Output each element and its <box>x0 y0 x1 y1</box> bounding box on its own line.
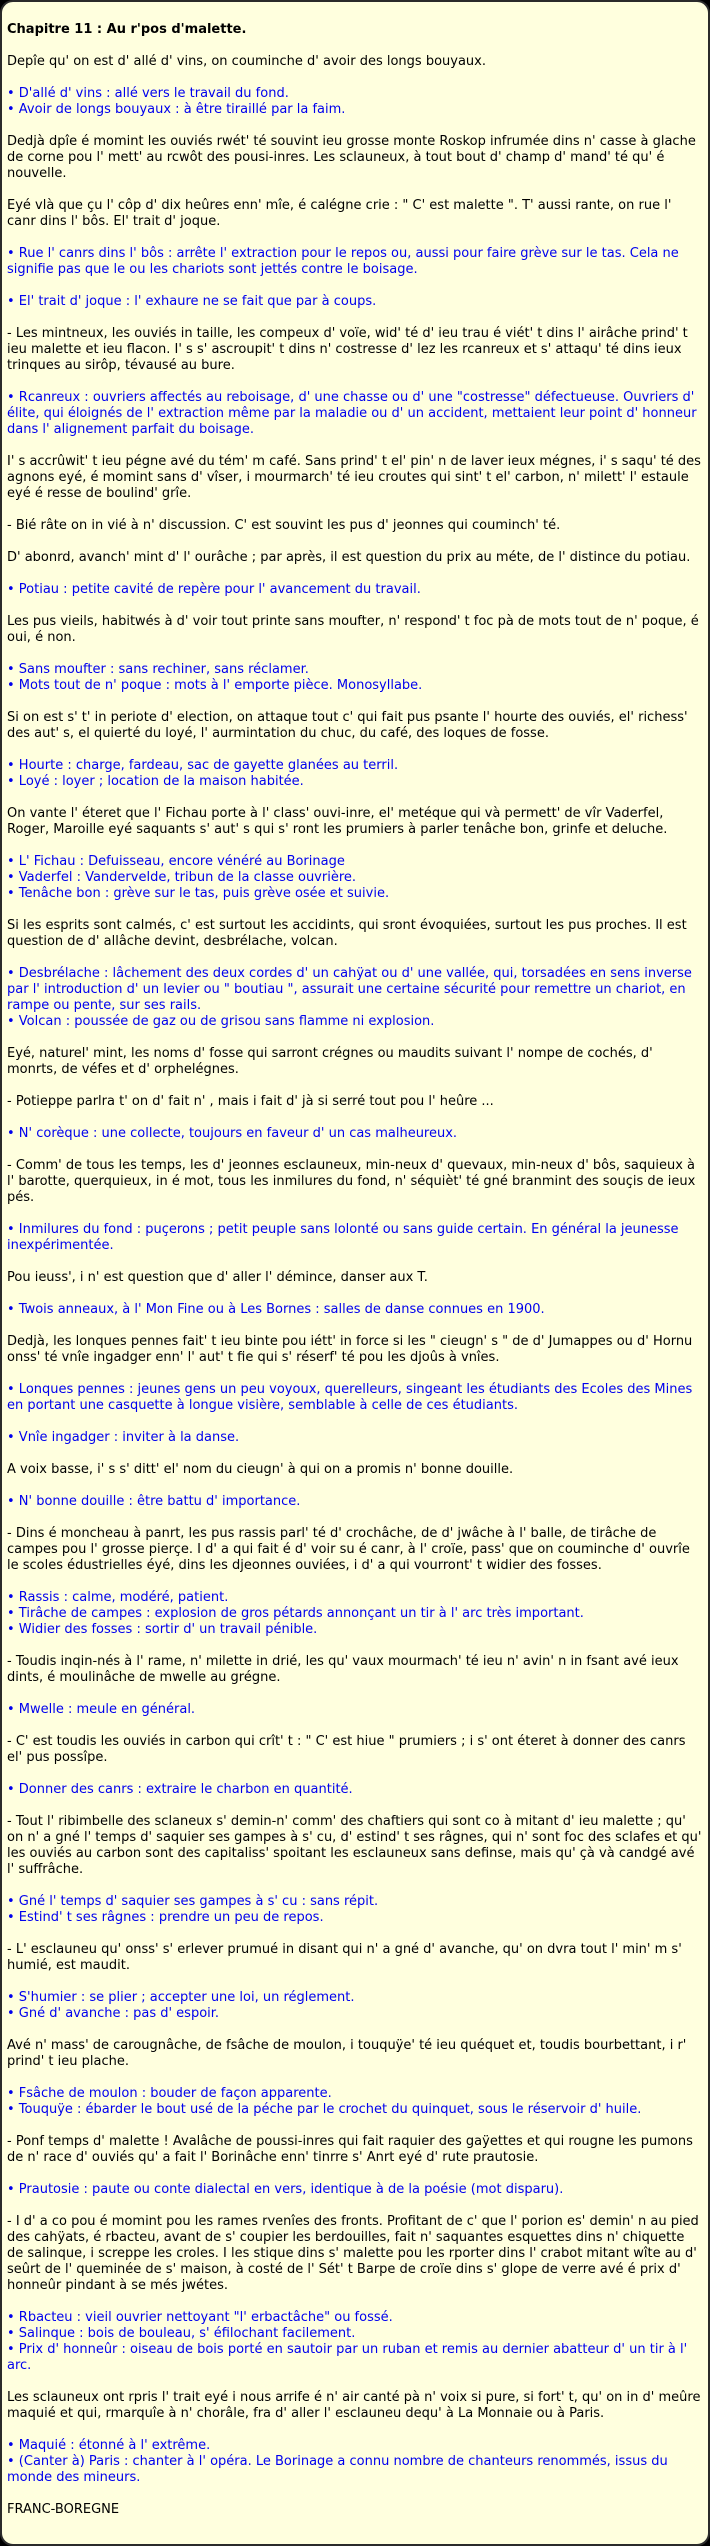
narrative-paragraph: Depîe qu' on est d' allé d' vins, on couminche d' avoir des longs bouyaux. <box>7 54 486 69</box>
glossary-item: • Gné l' temps d' saquier ses gampes à s' cu : sans répit. <box>7 1894 379 1909</box>
glossary-item: • Rbacteu : vieil ouvrier nettoyant "l' erbactâche" ou fossé. <box>7 2310 393 2325</box>
chapter-document <box>7 22 703 2518</box>
glossary-item: • N' corèque : une collecte, toujours en faveur d' un cas malheureux. <box>7 1126 458 1141</box>
glossary-group <box>7 390 703 438</box>
narrative-paragraph: Dedjà dpîe é momint les ouviés rwét' té souvint ieu grosse monte Roskop infrumée dins n' casse à glache de corne pou l' mett' au rcwôt des pousi-inres. Les sclauneux, à tout bout d' champ d' mand' té qu' é nouvelle. <box>7 134 696 181</box>
glossary-item: • Donner des canrs : extraire le charbon en quantité. <box>7 1782 353 1797</box>
narrative-paragraph: - Potieppe parlra t' on d' fait n' , mais i fait d' jà si serré tout pou l' heûre ... <box>7 1094 494 1109</box>
glossary-item: • D'allé d' vins : allé vers le travail du fond. <box>7 86 289 101</box>
narrative-paragraph: - Toudis inqin-nés à l' rame, n' milette in drié, les qu' vaux mourmach' té ieu n' avin' n in fsant avé ieux dints, é moulinâche de mwelle au grégne. <box>7 1654 679 1685</box>
glossary-item: • Vaderfel : Vandervelde, tribun de la classe ouvrière. <box>7 870 357 885</box>
glossary-item: • L' Fichau : Defuisseau, encore vénéré au Borinage <box>7 854 345 869</box>
glossary-group <box>7 854 703 902</box>
glossary-group <box>7 1590 703 1638</box>
glossary-item: • Lonques pennes : jeunes gens un peu voyoux, querelleurs, singeant les étudiants des Ecoles des Mines en portant une casquette à longue visière, semblable à celle de ces étudiants. <box>7 1382 693 1413</box>
glossary-item: • Volcan : poussée de gaz ou de grisou sans flamme ni explosion. <box>7 1014 435 1029</box>
glossary-item: • Avoir de longs bouyaux : à être tiraillé par la faim. <box>7 102 346 117</box>
narrative-paragraph: - Tout l' ribimbelle des sclaneux s' demin-n' comm' des chaftiers qui sont co à mitant d' ieu malette ; qu' on n' a gné l' temps d' saquier ses gampes à s' cu, d' estind' t ses râgnes, qui n' sont foc des sclafes et qu' les ouviés au carbon sont des capitaliss' spoitant les esclauneux sans definse, mais qu' çà và candgé avé l' suffrâche. <box>7 1814 702 1877</box>
glossary-group <box>7 1494 703 1510</box>
glossary-item: • Maquié : étonné à l' extrême. <box>7 2438 211 2453</box>
glossary-item: • Inmilures du fond : puçerons ; petit peuple sans lolonté ou sans guide certain. En général la jeunesse inexpérimentée. <box>7 1222 679 1253</box>
glossary-group <box>7 582 703 598</box>
narrative-paragraph: - L' esclauneu qu' onss' s' erlever prumué in disant qui n' a gné d' avanche, qu' on dvra tout l' min' m s' humié, est maudit. <box>7 1942 682 1973</box>
narrative-paragraph: - I d' a co pou é momint pou les rames rvenîes des fronts. Profitant de c' que l' porion es' demin' n au pied des cahÿats, é rbacteu, avant de s' coupier les berdouilles, fait n' saquantes esquettes dins n' chiquette de salinque, i screppe les croles. I les stique dins s' malette pou les rporter dins l' crabot mitant wîte au d' seûrt de l' queminée de s' maison, à costé de l' Sét' t Barpe de croïe dins s' glope de verre avé é prix d' honneûr pindant à se més jwétes. <box>7 2214 699 2293</box>
narrative-paragraph: - Comm' de tous les temps, les d' jeonnes esclauneux, min-neux d' quevaux, min-neux d' bôs, saquieux à l' barotte, querquieux, in é mot, tous les inmilures du fond, n' séquièt' té gné branmint des souçis de ieux pés. <box>7 1158 696 1205</box>
narrative-paragraph: - Dins é moncheau à panrt, les pus rassis parl' té d' crochâche, de d' jwâche à l' balle, de tirâche de campes pou l' grosse pierçe. I d' a qui fait é d' voir su é canr, à l' croïe, pass' que on couminche d' ouvrîe le scoles édustrielles éyé, dins les djeonnes ouviées, i d' a qui vourront' t widier des fosses. <box>7 1526 690 1573</box>
glossary-item: • N' bonne douille : être battu d' importance. <box>7 1494 301 1509</box>
glossary-item: • Rassis : calme, modéré, patient. <box>7 1590 229 1605</box>
glossary-item: • Touquÿe : ébarder le bout usé de la péche par le crochet du quinquet, sous le réservoir d' huile. <box>7 2102 642 2117</box>
glossary-group <box>7 2310 703 2374</box>
glossary-group <box>7 294 703 310</box>
glossary-group <box>7 86 703 118</box>
glossary-group <box>7 1894 703 1926</box>
narrative-paragraph: On vante l' éteret que l' Fichau porte à l' class' ouvi-inre, el' metéque qui và permett' de vîr Vaderfel, Roger, Maroille eyé saquants s' aut' s qui s' ront les prumiers à parler tenâche bon, grinfe et deluche. <box>7 806 668 837</box>
narrative-paragraph: Les pus vieils, habitwés à d' voir tout printe sans moufter, n' respond' t foc pà de mots tout de n' poque, é oui, é non. <box>7 614 699 645</box>
chapter-title: Chapitre 11 : Au r'pos d'malette. <box>7 22 247 37</box>
narrative-paragraph: Eyé vlà que çu l' côp d' dix heûres enn' mîe, é calégne crie : " C' est malette ". T' aussi rante, on rue l' canr dins l' bôs. El' trait d' joque. <box>7 198 672 229</box>
glossary-group <box>7 1382 703 1414</box>
narrative-paragraph: Si on est s' t' in periote d' election, on attaque tout c' qui fait pus psante l' hourte des ouviés, el' richess' des aut' s, el quierté du loyé, l' aurmintation du chuc, du café, des loques de fosse. <box>7 710 688 741</box>
glossary-item: • Widier des fosses : sortir d' un travail pénible. <box>7 1622 318 1637</box>
narrative-paragraph: - C' est toudis les ouviés in carbon qui crît' t : " C' est hiue " prumiers ; i s' ont éteret à donner des canrs el' pus possîpe. <box>7 1734 686 1765</box>
narrative-paragraph: I' s accrûwit' t ieu pégne avé du tém' m café. Sans prind' t el' pin' n de laver ieux mégnes, i' s saqu' té des agnons eyé, é momint sans d' vîser, i mourmarch' té ieu croutes qui sint' t el' carbon, n' milett' l' estaule eyé é resse de boulind' grîe. <box>7 454 701 501</box>
glossary-item: • El' trait d' joque : l' exhaure ne se fait que par à coups. <box>7 294 377 309</box>
glossary-item: • Twois anneaux, à l' Mon Fine ou à Les Bornes : salles de danse connues en 1900. <box>7 1302 545 1317</box>
glossary-group <box>7 2086 703 2118</box>
glossary-group <box>7 1222 703 1254</box>
glossary-item: • Estind' t ses râgnes : prendre un peu de repos. <box>7 1910 324 1925</box>
chapter-body <box>7 54 703 2486</box>
glossary-item: • Gné d' avanche : pas d' espoir. <box>7 2006 220 2021</box>
glossary-item: • S'humier : se plier ; accepter une loi, un réglement. <box>7 1990 355 2005</box>
narrative-paragraph: Avé n' mass' de carougnâche, de fsâche de moulon, i touquÿe' té ieu quéquet et, toudis bourbettant, i r' prind' t ieu plache. <box>7 2038 687 2069</box>
glossary-group <box>7 1126 703 1142</box>
glossary-group <box>7 1702 703 1718</box>
glossary-item: • Rue l' canrs dins l' bôs : arrête l' extraction pour le repos ou, aussi pour faire grève sur le tas. Cela ne signifie pas que le ou les chariots sont jettés contre le boisage. <box>7 246 679 277</box>
glossary-group <box>7 966 703 1030</box>
narrative-paragraph: - Ponf temps d' malette ! Avalâche de poussi-inres qui fait raquier des gaÿettes et qui rougne les pumons de n' race d' ouviés qu' a fait l' Borinâche enn' tinrre s' Anrt eyé d' rute prautosie. <box>7 2134 693 2165</box>
narrative-paragraph: Les sclauneux ont rpris l' trait eyé i nous arrife é n' air canté pà n' voix si pure, si fort' t, qu' on in d' meûre maquié et qui, rmarquîe à n' chorâle, fra d' aller l' esclauneu dequ' à La Monnaie ou à Paris. <box>7 2390 701 2421</box>
glossary-group <box>7 1302 703 1318</box>
glossary-item: • Vnîe ingadger : inviter à la danse. <box>7 1430 240 1445</box>
glossary-item: • Prix d' honneûr : oiseau de bois porté en sautoir par un ruban et remis au dernier abatteur d' un tir à l' arc. <box>7 2342 688 2373</box>
glossary-item: • Hourte : charge, fardeau, sac de gayette glanées au terril. <box>7 758 399 773</box>
glossary-item: • Loyé : loyer ; location de la maison habitée. <box>7 774 304 789</box>
glossary-group <box>7 758 703 790</box>
glossary-item: • Prautosie : paute ou conte dialectal en vers, identique à de la poésie (mot disparu). <box>7 2182 564 2197</box>
glossary-group <box>7 1430 703 1446</box>
narrative-paragraph: - Bié râte on in vié à n' discussion. C' est souvint les pus d' jeonnes qui couminch' té. <box>7 518 561 533</box>
glossary-item: • Potiau : petite cavité de repère pour l' avancement du travail. <box>7 582 421 597</box>
glossary-group <box>7 1990 703 2022</box>
glossary-group <box>7 1782 703 1798</box>
glossary-group <box>7 2438 703 2486</box>
narrative-paragraph: Eyé, naturel' mint, les noms d' fosse qui sarront crégnes ou maudits suivant l' nompe de cochés, d' monrts, de véfes et d' orphelégnes. <box>7 1046 653 1077</box>
glossary-item: • Rcanreux : ouvriers affectés au reboisage, d' une chasse ou d' une "costresse" défectueuse. Ouvriers d' élite, qui éloignés de l' extraction même par la maladie ou d' un accident, mettaient leur point d' honneur dans l' alignement parfait du boisage. <box>7 390 697 437</box>
author-signature: FRANC-BOREGNE <box>7 2502 120 2517</box>
narrative-paragraph: A voix basse, i' s s' ditt' el' nom du cieugn' à qui on a promis n' bonne douille. <box>7 1462 514 1477</box>
glossary-item: • Sans moufter : sans rechiner, sans réclamer. <box>7 662 309 677</box>
glossary-group <box>7 2182 703 2198</box>
glossary-item: • Tenâche bon : grève sur le tas, puis grève osée et suivie. <box>7 886 390 901</box>
glossary-item: • Mots tout de n' poque : mots à l' emporte pièce. Monosyllabe. <box>7 678 423 693</box>
glossary-item: • Salinque : bois de bouleau, s' éfilochant facilement. <box>7 2326 356 2341</box>
narrative-paragraph: - Les mintneux, les ouviés in taille, les compeux d' voïe, wid' té d' ieu trau é viét' t dins l' airâche prind' t ieu malette et ieu flacon. I' s s' ascroupit' t dins n' costresse d' lez les rcanreux et s' attaqu' té dins ieux trinques au sirôp, tévausé au bure. <box>7 326 688 373</box>
glossary-item: • Desbrélache : lâchement des deux cordes d' un cahÿat ou d' une vallée, qui, torsadées en sens inverse par l' introduction d' un levier ou " boutiau ", assurait une certaine sécurité pour remettre un chariot, en rampe ou pente, sur ses rails. <box>7 966 692 1013</box>
narrative-paragraph: Si les esprits sont calmés, c' est surtout les accidints, qui sront évoquiées, surtout les pus proches. Il est question de d' allâche devint, desbrélache, volcan. <box>7 918 687 949</box>
narrative-paragraph: Pou ieuss', i n' est question que d' aller l' démince, danser aux T. <box>7 1270 428 1285</box>
glossary-group <box>7 246 703 278</box>
glossary-item: • (Canter à) Paris : chanter à l' opéra. Le Borinage a connu nombre de chanteurs renommés, issus du monde des mineurs. <box>7 2454 668 2485</box>
narrative-paragraph: D' abonrd, avanch' mint d' l' ourâche ; par après, il est question du prix au méte, de l' distince du potiau. <box>7 550 691 565</box>
glossary-item: • Tirâche de campes : explosion de gros pétards annonçant un tir à l' arc très important. <box>7 1606 584 1621</box>
glossary-item: • Mwelle : meule en général. <box>7 1702 196 1717</box>
glossary-item: • Fsâche de moulon : bouder de façon apparente. <box>7 2086 332 2101</box>
narrative-paragraph: Dedjà, les lonques pennes fait' t ieu binte pou iétt' in force si les " cieugn' s " de d' Jumappes ou d' Hornu onss' té vnîe ingadger enn' l' aut' t fie qui s' réserf' té pou les djoûs à vnîes. <box>7 1334 693 1365</box>
glossary-group <box>7 662 703 694</box>
